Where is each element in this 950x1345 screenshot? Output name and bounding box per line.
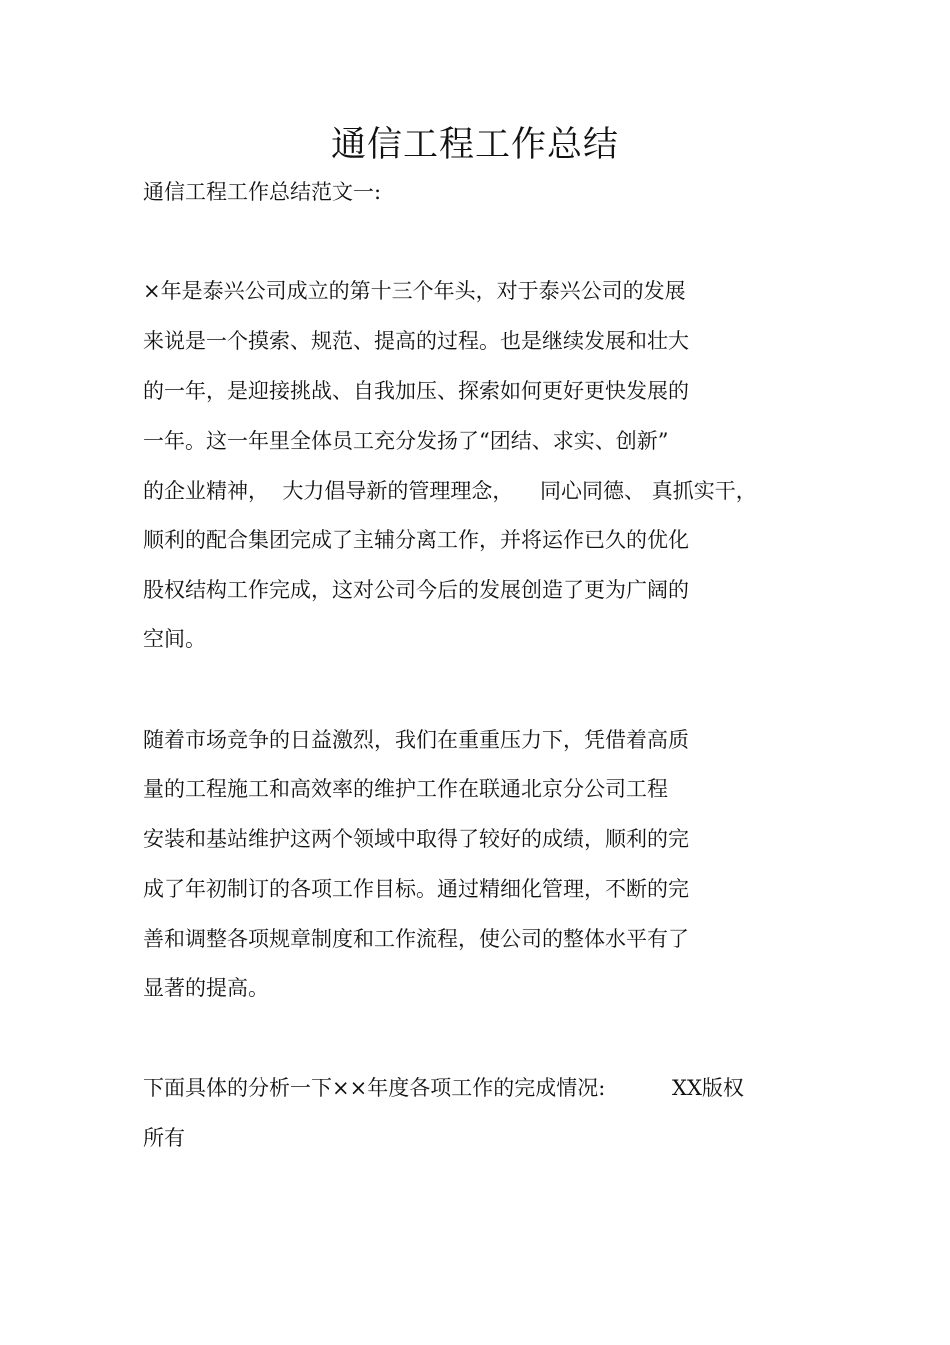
paragraph2-line: 成了年初制订的各项工作目标。通过精细化管理，不断的完	[143, 877, 689, 901]
paragraph1-line: 的一年，是迎接挑战、自我加压、探索如何更好更快发展的	[143, 379, 689, 403]
paragraph2-line: 显著的提高。	[143, 976, 269, 1000]
document-title: 通信工程工作总结	[330, 125, 619, 165]
paragraph1-line: 股权结构工作完成，这对公司今后的发展创造了更为广阔的	[143, 578, 689, 602]
paragraph1-line: 的企业精神， 大力倡导新的管理理念， 同心同德、 真抓实干，	[143, 479, 757, 503]
paragraph3-line: 下面具体的分析一下××年度各项工作的完成情况: XX版权	[143, 1076, 744, 1100]
paragraph1-line: 一年。这一年里全体员工充分发扬了“团结、求实、创新”	[143, 429, 669, 453]
paragraph2-line: 安装和基站维护这两个领域中取得了较好的成绩，顺利的完	[143, 827, 689, 851]
paragraph3-line: 所有	[143, 1126, 185, 1150]
paragraph1-line: 顺利的配合集团完成了主辅分离工作，并将运作已久的优化	[143, 528, 689, 552]
paragraph2-line: 量的工程施工和高效率的维护工作在联通北京分公司工程	[143, 777, 668, 801]
paragraph1-line: ×年是泰兴公司成立的第十三个年头，对于泰兴公司的发展	[143, 279, 686, 303]
paragraph2-line: 善和调整各项规章制度和工作流程，使公司的整体水平有了	[143, 927, 689, 951]
document-subtitle: 通信工程工作总结范文一:	[143, 180, 382, 204]
paragraph1-line: 空间。	[143, 627, 206, 651]
paragraph1-line: 来说是一个摸索、规范、提高的过程。也是继续发展和壮大	[143, 329, 689, 353]
paragraph2-line: 随着市场竞争的日益激烈，我们在重重压力下，凭借着高质	[143, 728, 689, 752]
